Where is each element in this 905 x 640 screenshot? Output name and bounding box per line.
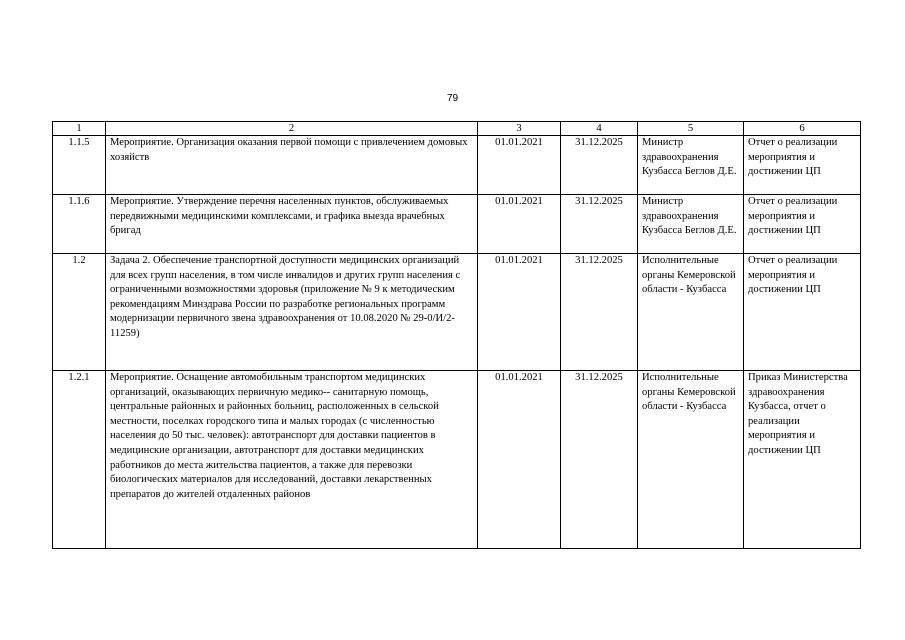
row-end-date: 31.12.2025 xyxy=(561,371,638,549)
activities-table xyxy=(52,121,861,549)
row-responsible: Министр здравоохранения Кузбасса Беглов Д.Е. xyxy=(638,136,744,195)
row-result: Приказ Министерства здравоохранения Кузбасса, отчет о реализации мероприятия и достижении ЦП xyxy=(744,371,861,549)
column-header: 1 xyxy=(53,122,106,136)
row-result: Отчет о реализации мероприятия и достижении ЦП xyxy=(744,254,861,371)
row-number: 1.2 xyxy=(53,254,106,371)
row-description: Мероприятие. Организация оказания первой помощи с привлечением домовых хозяйств xyxy=(106,136,478,195)
table-row xyxy=(53,195,861,254)
row-number: 1.2.1 xyxy=(53,371,106,549)
row-start-date: 01.01.2021 xyxy=(478,136,561,195)
row-result: Отчет о реализации мероприятия и достижении ЦП xyxy=(744,195,861,254)
row-end-date: 31.12.2025 xyxy=(561,136,638,195)
row-end-date: 31.12.2025 xyxy=(561,254,638,371)
table-row xyxy=(53,254,861,371)
row-number: 1.1.5 xyxy=(53,136,106,195)
row-responsible: Исполнительные органы Кемеровской области - Кузбасса xyxy=(638,371,744,549)
row-responsible: Министр здравоохранения Кузбасса Беглов Д.Е. xyxy=(638,195,744,254)
row-end-date: 31.12.2025 xyxy=(561,195,638,254)
table-row xyxy=(53,371,861,549)
row-start-date: 01.01.2021 xyxy=(478,371,561,549)
row-description: Мероприятие. Оснащение автомобильным транспортом медицинских организаций, оказывающих первичную медико-- санитарную помощь, центральные районных и районных больниц, расположенных в сельской местности, поселках городского типа и малых городах (с численностью населения до 50 тыс. человек): автотранспорт для доставки пациентов в медицинские организации, автотранспорт для доставки медицинских работников до места жительства пациентов, а также для перевозки биологических материалов для исследований, доставки лекарственных препаратов до жителей отдаленных районов xyxy=(106,371,478,549)
row-start-date: 01.01.2021 xyxy=(478,254,561,371)
column-header: 4 xyxy=(561,122,638,136)
column-header: 2 xyxy=(106,122,478,136)
row-number: 1.1.6 xyxy=(53,195,106,254)
table-header-row xyxy=(53,122,861,136)
row-start-date: 01.01.2021 xyxy=(478,195,561,254)
column-header: 3 xyxy=(478,122,561,136)
row-responsible: Исполнительные органы Кемеровской области - Кузбасса xyxy=(638,254,744,371)
row-description: Задача 2. Обеспечение транспортной доступности медицинских организаций для всех групп населения, в том числе инвалидов и других групп населения с ограниченными возможностями здоровья (приложение № 9 к методическим рекомендациям Минздрава России по разработке региональных программ модернизации первичного звена здравоохранения от 10.08.2020 № 29-0/И/2-11259) xyxy=(106,254,478,371)
column-header: 5 xyxy=(638,122,744,136)
table-row xyxy=(53,136,861,195)
column-header: 6 xyxy=(744,122,861,136)
row-result: Отчет о реализации мероприятия и достижении ЦП xyxy=(744,136,861,195)
row-description: Мероприятие. Утверждение перечня населенных пунктов, обслуживаемых передвижными медицинскими комплексами, и графика выезда врачебных бригад xyxy=(106,195,478,254)
page-number: 79 xyxy=(446,93,459,104)
